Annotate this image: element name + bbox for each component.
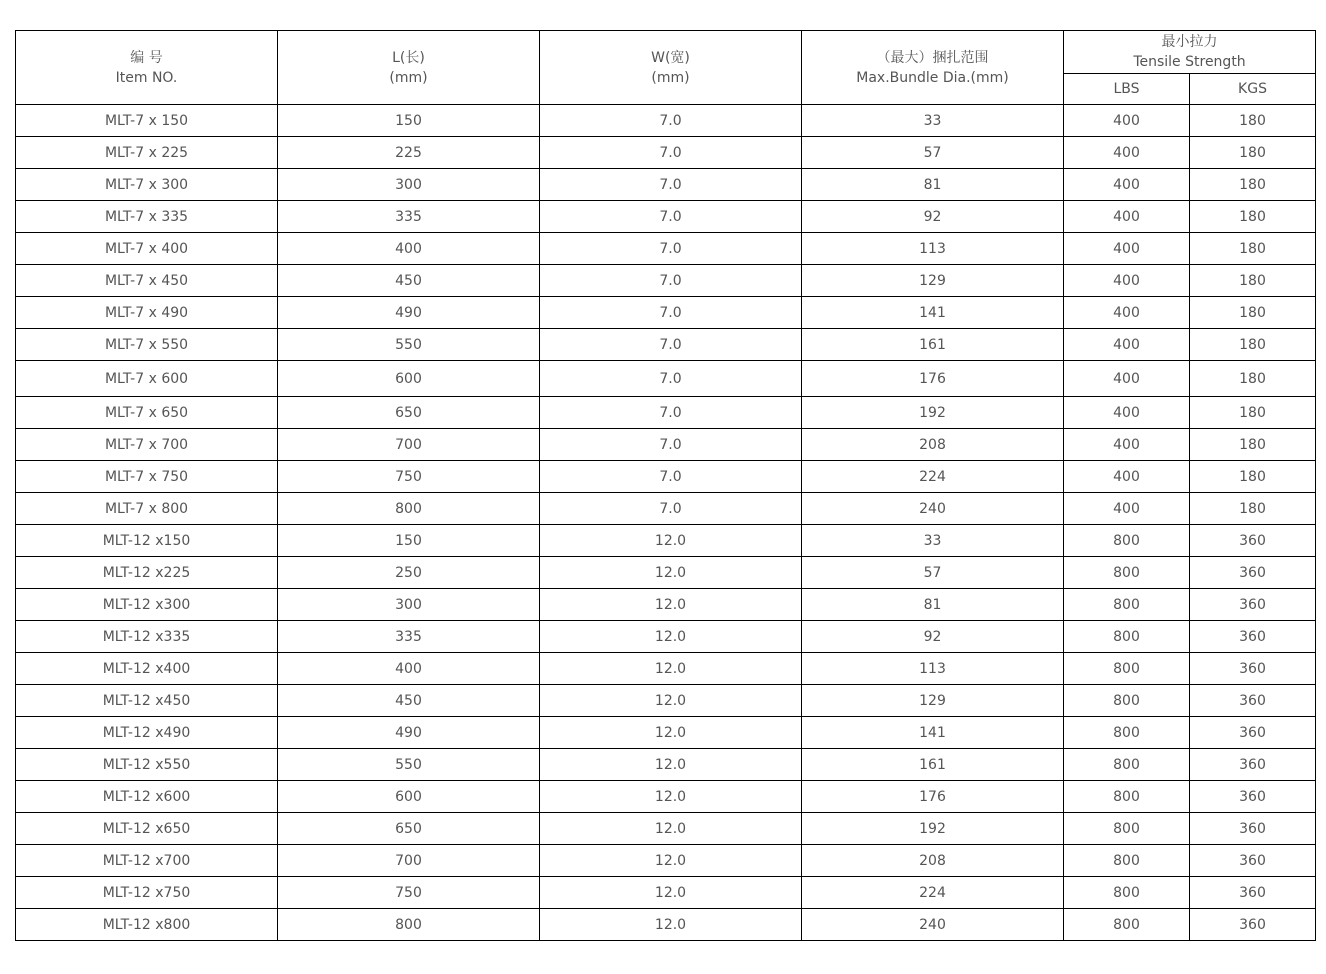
cell-item-no: MLT-7 x 750 [16,461,278,493]
cell-lbs: 800 [1064,909,1190,941]
cell-bundle-dia: 141 [802,297,1064,329]
cell-lbs: 800 [1064,781,1190,813]
cell-width: 7.0 [540,429,802,461]
cell-item-no: MLT-7 x 550 [16,329,278,361]
table-row [16,105,1316,137]
table-row [16,493,1316,525]
cell-bundle-dia: 192 [802,813,1064,845]
cell-width: 12.0 [540,877,802,909]
cell-item-no: MLT-12 x800 [16,909,278,941]
table-row [16,397,1316,429]
table-row [16,461,1316,493]
header-width-unit: (mm) [651,69,690,86]
cell-kgs: 360 [1190,557,1316,589]
table-row [16,717,1316,749]
cell-bundle-dia: 92 [802,201,1064,233]
cell-item-no: MLT-7 x 700 [16,429,278,461]
cell-bundle-dia: 92 [802,621,1064,653]
cell-item-no: MLT-12 x490 [16,717,278,749]
cell-width: 7.0 [540,265,802,297]
cell-kgs: 180 [1190,397,1316,429]
table-row [16,201,1316,233]
cell-item-no: MLT-12 x225 [16,557,278,589]
cell-kgs: 180 [1190,493,1316,525]
cell-width: 12.0 [540,749,802,781]
cell-item-no: MLT-7 x 150 [16,105,278,137]
cell-bundle-dia: 208 [802,429,1064,461]
cell-item-no: MLT-7 x 600 [16,361,278,397]
cell-item-no: MLT-7 x 400 [16,233,278,265]
header-item-no [16,31,278,105]
cell-lbs: 400 [1064,169,1190,201]
cell-lbs: 800 [1064,589,1190,621]
cell-width: 7.0 [540,493,802,525]
cell-length: 335 [278,621,540,653]
cell-width: 7.0 [540,105,802,137]
header-bundle-dia-en: Max.Bundle Dia.(mm) [856,69,1009,86]
cell-lbs: 800 [1064,717,1190,749]
cell-length: 800 [278,909,540,941]
cell-kgs: 180 [1190,297,1316,329]
table-row [16,877,1316,909]
cell-width: 7.0 [540,201,802,233]
cell-length: 400 [278,233,540,265]
header-tensile-en: Tensile Strength [1133,54,1246,70]
cell-width: 12.0 [540,685,802,717]
cell-kgs: 360 [1190,685,1316,717]
cell-lbs: 800 [1064,749,1190,781]
cell-width: 12.0 [540,589,802,621]
cell-length: 550 [278,749,540,781]
cell-bundle-dia: 224 [802,877,1064,909]
cell-bundle-dia: 33 [802,105,1064,137]
table-row [16,813,1316,845]
cell-item-no: MLT-12 x750 [16,877,278,909]
cell-length: 700 [278,429,540,461]
table-row [16,361,1316,397]
cell-bundle-dia: 141 [802,717,1064,749]
cell-lbs: 800 [1064,685,1190,717]
cell-length: 150 [278,105,540,137]
cell-kgs: 360 [1190,845,1316,877]
cell-bundle-dia: 161 [802,749,1064,781]
table-header [16,31,1316,105]
cell-item-no: MLT-7 x 650 [16,397,278,429]
cell-kgs: 180 [1190,329,1316,361]
cell-item-no: MLT-12 x335 [16,621,278,653]
cell-lbs: 400 [1064,329,1190,361]
cell-bundle-dia: 129 [802,265,1064,297]
cell-bundle-dia: 57 [802,137,1064,169]
header-length-zh: L(长) [392,49,425,66]
spec-table [15,30,1316,941]
cell-lbs: 400 [1064,297,1190,329]
cell-lbs: 400 [1064,233,1190,265]
header-bundle-dia-zh: （最大）捆扎范围 [876,49,989,66]
cell-lbs: 800 [1064,621,1190,653]
cell-length: 250 [278,557,540,589]
header-length-unit: (mm) [389,69,428,86]
cell-width: 7.0 [540,461,802,493]
table-row [16,845,1316,877]
cell-lbs: 400 [1064,201,1190,233]
header-bundle-dia [802,31,1064,105]
cell-kgs: 360 [1190,621,1316,653]
cell-kgs: 180 [1190,137,1316,169]
cell-lbs: 800 [1064,845,1190,877]
cell-kgs: 180 [1190,361,1316,397]
cell-lbs: 400 [1064,137,1190,169]
cell-length: 650 [278,397,540,429]
cell-bundle-dia: 33 [802,525,1064,557]
cell-width: 7.0 [540,297,802,329]
cell-width: 12.0 [540,717,802,749]
cell-bundle-dia: 240 [802,493,1064,525]
cell-width: 7.0 [540,329,802,361]
cell-bundle-dia: 240 [802,909,1064,941]
table-row [16,329,1316,361]
cell-bundle-dia: 113 [802,653,1064,685]
cell-lbs: 400 [1064,361,1190,397]
cell-bundle-dia: 161 [802,329,1064,361]
cell-bundle-dia: 113 [802,233,1064,265]
table-row [16,297,1316,329]
cell-item-no: MLT-12 x400 [16,653,278,685]
header-tensile-zh: 最小拉力 [1161,34,1218,50]
cell-length: 700 [278,845,540,877]
cell-lbs: 400 [1064,105,1190,137]
header-tensile-strength [1064,31,1316,74]
cell-kgs: 180 [1190,233,1316,265]
cell-kgs: 360 [1190,781,1316,813]
cell-length: 490 [278,717,540,749]
cell-length: 300 [278,589,540,621]
cell-kgs: 360 [1190,749,1316,781]
cell-length: 450 [278,265,540,297]
cell-bundle-dia: 208 [802,845,1064,877]
cell-lbs: 400 [1064,429,1190,461]
table-row [16,621,1316,653]
table-row [16,749,1316,781]
cell-length: 650 [278,813,540,845]
header-item-no-zh: 编 号 [130,49,163,66]
cell-kgs: 180 [1190,105,1316,137]
cell-length: 335 [278,201,540,233]
cell-length: 750 [278,877,540,909]
cell-bundle-dia: 176 [802,781,1064,813]
cell-lbs: 400 [1064,265,1190,297]
cell-bundle-dia: 57 [802,557,1064,589]
cell-width: 7.0 [540,169,802,201]
cell-width: 12.0 [540,525,802,557]
cell-item-no: MLT-12 x150 [16,525,278,557]
cell-item-no: MLT-7 x 800 [16,493,278,525]
table-row [16,137,1316,169]
cell-length: 600 [278,361,540,397]
cell-bundle-dia: 192 [802,397,1064,429]
table-row [16,685,1316,717]
cell-bundle-dia: 224 [802,461,1064,493]
cell-item-no: MLT-7 x 335 [16,201,278,233]
cell-length: 225 [278,137,540,169]
cell-item-no: MLT-7 x 225 [16,137,278,169]
cell-kgs: 360 [1190,813,1316,845]
cell-width: 7.0 [540,397,802,429]
cell-lbs: 800 [1064,653,1190,685]
table-row [16,169,1316,201]
cell-kgs: 180 [1190,429,1316,461]
cell-item-no: MLT-12 x600 [16,781,278,813]
cell-length: 400 [278,653,540,685]
cell-kgs: 360 [1190,717,1316,749]
cell-length: 550 [278,329,540,361]
cell-width: 7.0 [540,137,802,169]
cell-item-no: MLT-12 x450 [16,685,278,717]
cell-lbs: 800 [1064,557,1190,589]
table-row [16,429,1316,461]
cell-kgs: 360 [1190,653,1316,685]
cell-kgs: 180 [1190,169,1316,201]
cell-item-no: MLT-12 x300 [16,589,278,621]
cell-bundle-dia: 81 [802,589,1064,621]
cell-width: 12.0 [540,909,802,941]
cell-width: 12.0 [540,621,802,653]
cell-lbs: 800 [1064,813,1190,845]
cell-kgs: 360 [1190,909,1316,941]
cell-item-no: MLT-12 x700 [16,845,278,877]
cell-lbs: 800 [1064,525,1190,557]
cell-width: 12.0 [540,557,802,589]
cell-kgs: 180 [1190,265,1316,297]
cell-width: 7.0 [540,361,802,397]
cell-item-no: MLT-7 x 450 [16,265,278,297]
table-row [16,233,1316,265]
cell-length: 600 [278,781,540,813]
cell-lbs: 800 [1064,877,1190,909]
cell-width: 12.0 [540,781,802,813]
header-width [540,31,802,105]
header-width-zh: W(宽) [651,49,690,66]
cell-width: 12.0 [540,653,802,685]
header-item-no-en: Item NO. [115,69,178,86]
cell-bundle-dia: 129 [802,685,1064,717]
cell-item-no: MLT-12 x650 [16,813,278,845]
cell-bundle-dia: 176 [802,361,1064,397]
table-row [16,909,1316,941]
table-body [16,105,1316,941]
table-row [16,525,1316,557]
cell-width: 12.0 [540,845,802,877]
cell-width: 12.0 [540,813,802,845]
cell-length: 150 [278,525,540,557]
cell-kgs: 360 [1190,589,1316,621]
cell-length: 300 [278,169,540,201]
cell-kgs: 180 [1190,461,1316,493]
cell-lbs: 400 [1064,397,1190,429]
cell-item-no: MLT-7 x 490 [16,297,278,329]
cell-kgs: 360 [1190,525,1316,557]
cell-kgs: 180 [1190,201,1316,233]
cell-bundle-dia: 81 [802,169,1064,201]
header-row-top [16,31,1316,74]
table-row [16,557,1316,589]
cell-length: 800 [278,493,540,525]
cell-item-no: MLT-7 x 300 [16,169,278,201]
cell-width: 7.0 [540,233,802,265]
cell-length: 490 [278,297,540,329]
cell-item-no: MLT-12 x550 [16,749,278,781]
header-length [278,31,540,105]
table-row [16,265,1316,297]
cell-length: 750 [278,461,540,493]
header-kgs: KGS [1190,74,1316,105]
table-row [16,781,1316,813]
header-lbs: LBS [1064,74,1190,105]
table-row [16,653,1316,685]
cell-lbs: 400 [1064,461,1190,493]
cell-kgs: 360 [1190,877,1316,909]
table-row [16,589,1316,621]
cell-lbs: 400 [1064,493,1190,525]
cell-length: 450 [278,685,540,717]
